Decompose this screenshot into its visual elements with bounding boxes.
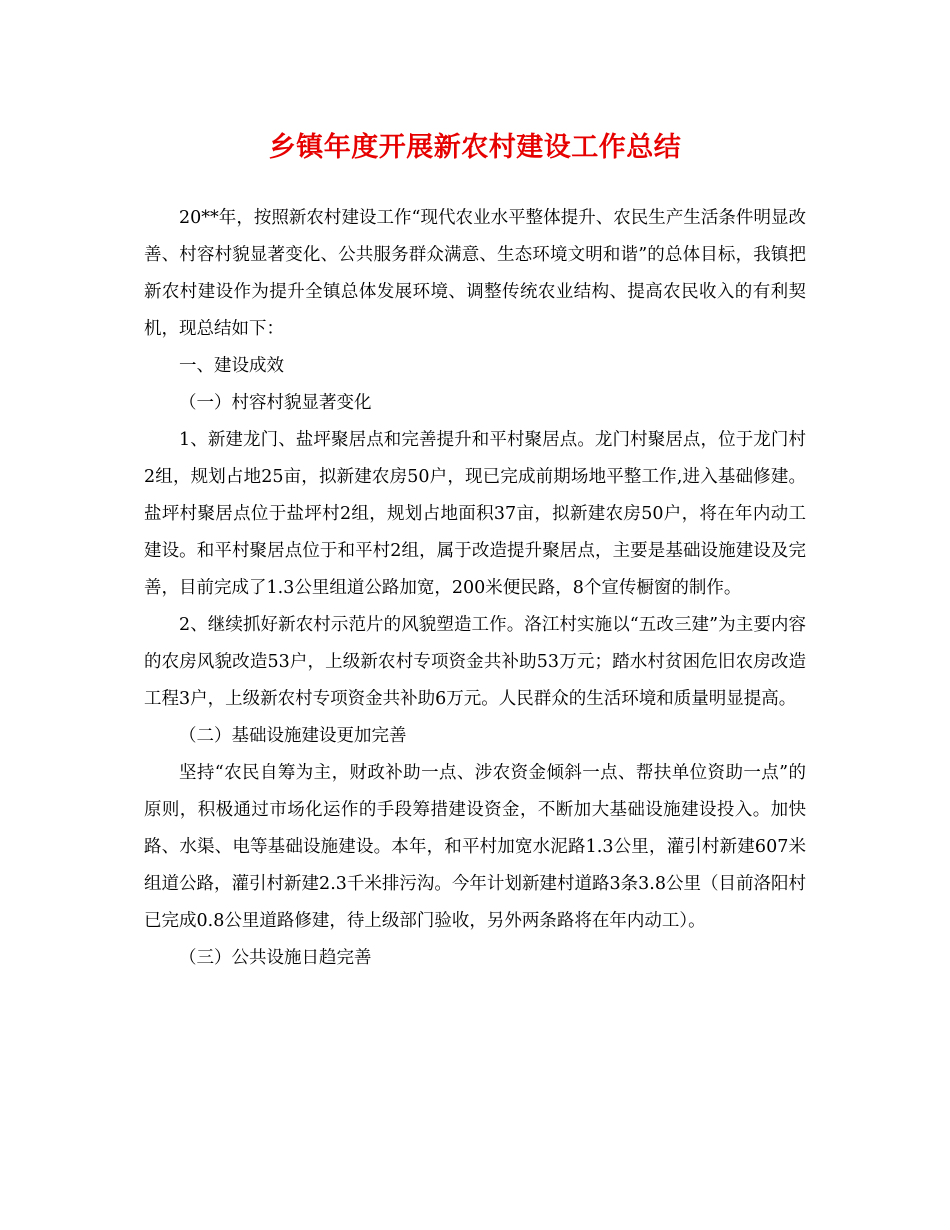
paragraph-item-2: 2、继续抓好新农村示范片的风貌塑造工作。洛江村实施以“五改三建”为主要内容的农房风貌改造53户，上级新农村专项资金共补助53万元；踏水村贫困危旧农房改造工程3户，上级新农村专项资金共补助6万元。人民群众的生活环境和质量明显提高。 [144,615,806,709]
subsection-heading-village-appearance: （一）村容村貌显著变化 [179,393,372,413]
paragraph-item-1: 1、新建龙门、盐坪聚居点和完善提升和平村聚居点。龙门村聚居点，位于龙门村2组，规划占地25亩，拟新建农房50户，现已完成前期场地平整工作,进入基础修建。盐坪村聚居点位于盐坪村2组，规划占地面积37亩，拟新建农房50户，将在年内动工建设。和平村聚居点位于和平村2组，属于改造提升聚居点，主要是基础设施建设及完善，目前完成了1.3公里组道公路加宽，200米便民路，8个宣传橱窗的制作。 [144,430,806,598]
paragraph-infrastructure: 坚持“农民自筹为主，财政补助一点、涉农资金倾斜一点、帮扶单位资助一点”的原则，积极通过市场化运作的手段筹措建设资金，不断加大基础设施建设投入。加快路、水渠、电等基础设施建设。本年，和平村加宽水泥路1.3公里，灌引村新建607米组道公路，灌引村新建2.3千米排污沟。今年计划新建村道路3条3.8公里（目前洛阳村已完成0.8公里道路修建，待上级部门验收，另外两条路将在年内动工）。 [144,763,806,931]
subsection-heading-infrastructure: （二）基础设施建设更加完善 [179,726,407,746]
document-title: 乡镇年度开展新农村建设工作总结 [268,132,682,163]
document-body [144,200,806,977]
intro-paragraph: 20**年，按照新农村建设工作“现代农业水平整体提升、农民生产生活条件明显改善、村容村貌显著变化、公共服务群众满意、生态环境文明和谐”的总体目标，我镇把新农村建设作为提升全镇总体发展环境、调整传统农业结构、提高农民收入的有利契机，现总结如下： [144,208,806,339]
section-heading-achievements: 一、建设成效 [179,356,284,376]
subsection-heading-public-facilities: （三）公共设施日趋完善 [179,948,372,968]
